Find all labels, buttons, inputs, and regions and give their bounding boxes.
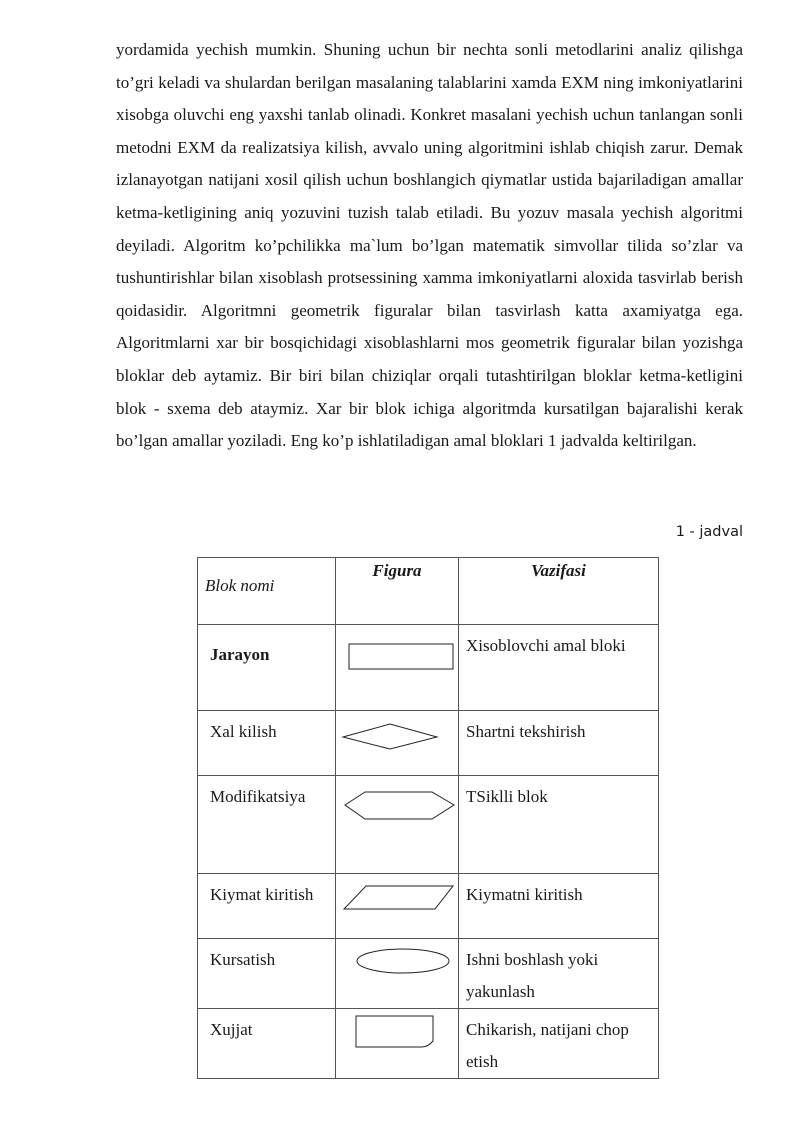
rectangle-shape-icon [336,625,459,711]
table-row [198,625,659,711]
document-shape-icon [336,1009,459,1075]
function-cell [459,625,659,711]
function-cell [459,1009,659,1079]
block-name: Modifikatsiya [210,787,306,806]
name-cell [198,625,336,711]
parallelogram-shape-icon [336,874,459,939]
block-name: Xal kilish [210,722,277,741]
function-cell [459,939,659,1009]
name-cell [198,939,336,1009]
table-header-row [198,558,659,625]
table-row [198,939,659,1009]
figure-cell [336,711,459,776]
figure-cell [336,874,459,939]
header-figure-cell [336,558,459,625]
block-function: Shartni tekshirish [466,722,586,741]
table-row [198,711,659,776]
block-name: Jarayon [210,645,270,664]
table-row [198,874,659,939]
function-cell [459,874,659,939]
block-function: Kiymatni kiritish [466,885,583,904]
header-function-cell [459,558,659,625]
table-caption: 1 - jadval [675,524,743,540]
function-cell [459,711,659,776]
body-paragraph: yordamida yechish mumkin. Shuning uchun bir nechta sonli metodlarini analiz qilishga to’gri keladi va shulardan berilgan masalaning talablarini xamda EXM ning imkoniyatlarini xisobga oluvchi eng yaxshi tanlab olinadi. Konkret masalani yechish uchun tanlangan sonli metodni EXM da realizatsiya kilish, avvalo uning algoritmini ishlab chiqish zarur. Demak izlanayotgan natijani xosil qilish uchun boshlangich qiymatlar ustida bajariladigan amallar ketma-ketligining aniq yozuvini tuzish talab etiladi. Bu yozuv masala yechish algoritmi deyiladi. Algoritm ko’pchilikka ma`lum bo’lgan matematik simvollar tilida so’zlar va tushuntirishlar bilan xisoblash protsessining xamma imkoniyatlarni aloxida tasvirlab berish qoidasidir. Algoritmni geometrik figuralar bilan tasvirlash katta axamiyatga ega. Algoritmlarni xar bir bosqichidagi xisoblashlarni mos geometrik figuralar bilan yozishga bloklar deb aytamiz. Bir biri bilan chiziqlar orqali tutashtirilgan bloklar ketma-ketligini blok - sxema deb ataymiz. Xar bir blok ichiga algoritmda kursatilgan bajaralishi kerak bo’lgan amallar yoziladi. Eng ko’p ishlatiladigan amal bloklari 1 jadvalda keltirilgan. [116,40,743,451]
block-function: Ishni boshlash yoki yakunlash [466,950,599,1001]
table-row [198,1009,659,1079]
rhombus-shape-icon [336,711,459,776]
block-name: Kiymat kiritish [210,885,314,904]
block-function: Xisoblovchi amal bloki [466,636,626,655]
ellipse-shape-icon [336,939,459,1003]
table-row [198,776,659,874]
header-name: Blok nomi [205,576,275,595]
name-cell [198,776,336,874]
figure-cell [336,939,459,1009]
header-name-cell [198,558,336,625]
function-cell [459,776,659,874]
block-name: Xujjat [210,1020,253,1039]
name-cell [198,874,336,939]
figure-cell [336,625,459,711]
blocks-table [197,557,659,1079]
block-function: TSiklli blok [466,787,548,806]
figure-cell [336,1009,459,1079]
block-name: Kursatish [210,950,276,969]
hexagon-shape-icon [336,776,459,874]
figure-cell [336,776,459,874]
header-figure: Figura [372,561,422,580]
header-function: Vazifasi [531,561,586,580]
block-function: Chikarish, natijani chop etish [466,1020,629,1071]
name-cell [198,711,336,776]
name-cell [198,1009,336,1079]
